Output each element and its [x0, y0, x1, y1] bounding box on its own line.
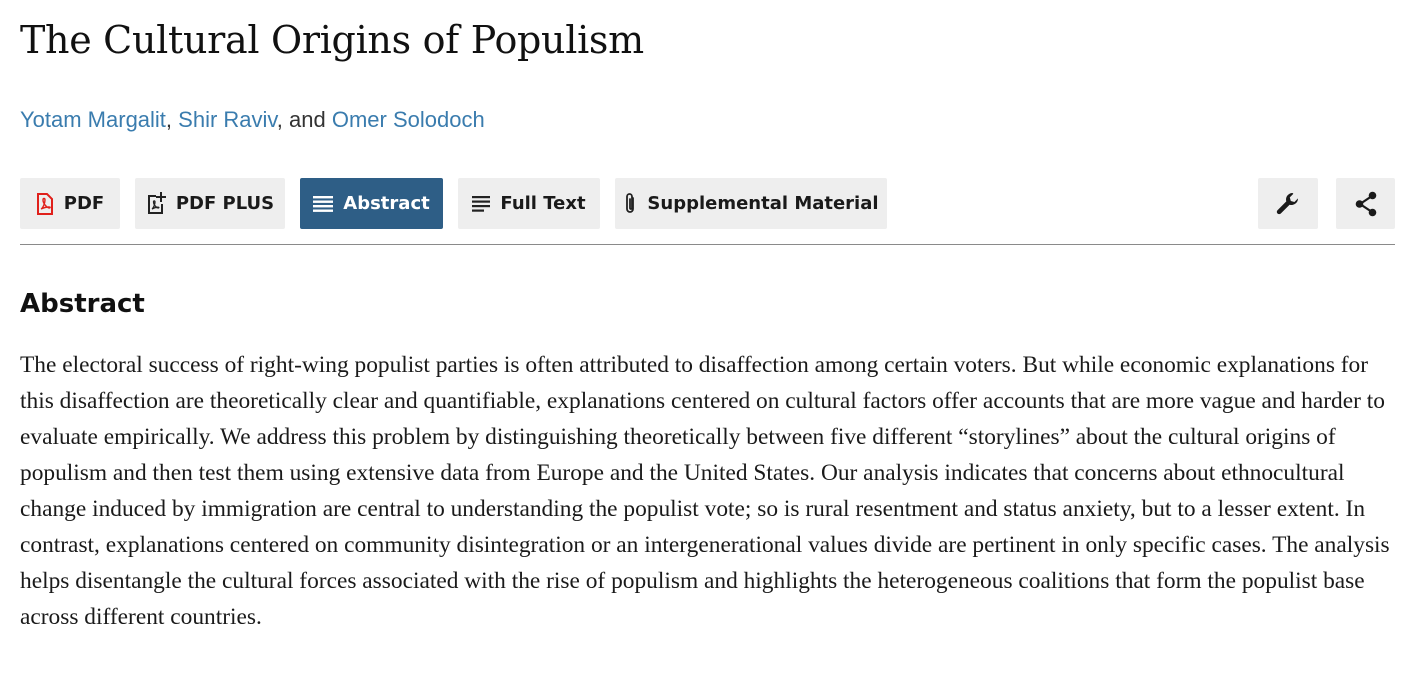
author-link-margalit[interactable]: Yotam Margalit — [20, 107, 166, 132]
author-separator: , and — [276, 107, 332, 132]
text-lines-icon — [472, 196, 490, 212]
supplemental-material-label: Supplemental Material — [647, 193, 879, 214]
toolbar-divider — [20, 244, 1395, 245]
pdf-button-label: PDF — [63, 193, 105, 214]
tab-abstract[interactable] — [300, 178, 443, 229]
author-link-solodoch[interactable]: Omer Solodoch — [331, 107, 485, 132]
abstract-heading: Abstract — [20, 289, 145, 319]
pdf-button[interactable] — [20, 178, 120, 229]
paperclip-icon — [623, 192, 637, 216]
abstract-body: The electoral success of right-wing populist parties is often attributed to disaffection among certain voters. But while economic explanations for this disaffection are theoretically clear and quantifiable, explanations centered on cultural factors offer accounts that are more vague and harder to evaluate empirically. We address this problem by distinguishing theoretically between five different “storylines” about the cultural origins of populism and then test them using extensive data from Europe and the United States. Our analysis indicates that concerns about ethnocultural change induced by immigration are central to understanding the populist vote; so is rural resentment and status anxiety, but to a lesser extent. In contrast, explanations centered on community disintegration or an intergenerational values divide are pertinent in only specific cases. The analysis helps disentangle the cultural forces associated with the rise of populism and highlights the heterogeneous coalitions that form the populist base across different countries. — [20, 352, 1390, 630]
tab-abstract-label: Abstract — [343, 193, 430, 214]
share-icon — [1354, 191, 1378, 217]
pdf-plus-button[interactable] — [135, 178, 285, 229]
article-title: The Cultural Origins of Populism — [20, 18, 644, 62]
author-separator: , — [165, 107, 179, 132]
author-link-raviv[interactable]: Shir Raviv — [178, 107, 277, 132]
tab-full-text[interactable] — [458, 178, 600, 229]
supplemental-material-button[interactable] — [615, 178, 887, 229]
wrench-icon — [1275, 191, 1301, 217]
pdf-file-icon — [36, 193, 54, 215]
author-list — [20, 107, 485, 133]
tab-full-text-label: Full Text — [500, 193, 586, 214]
tools-button[interactable] — [1258, 178, 1318, 229]
share-button[interactable] — [1336, 178, 1395, 229]
pdf-plus-button-label: PDF PLUS — [175, 193, 275, 214]
article-toolbar — [20, 178, 1395, 229]
lines-icon — [313, 196, 333, 212]
pdf-plus-icon — [146, 192, 166, 215]
